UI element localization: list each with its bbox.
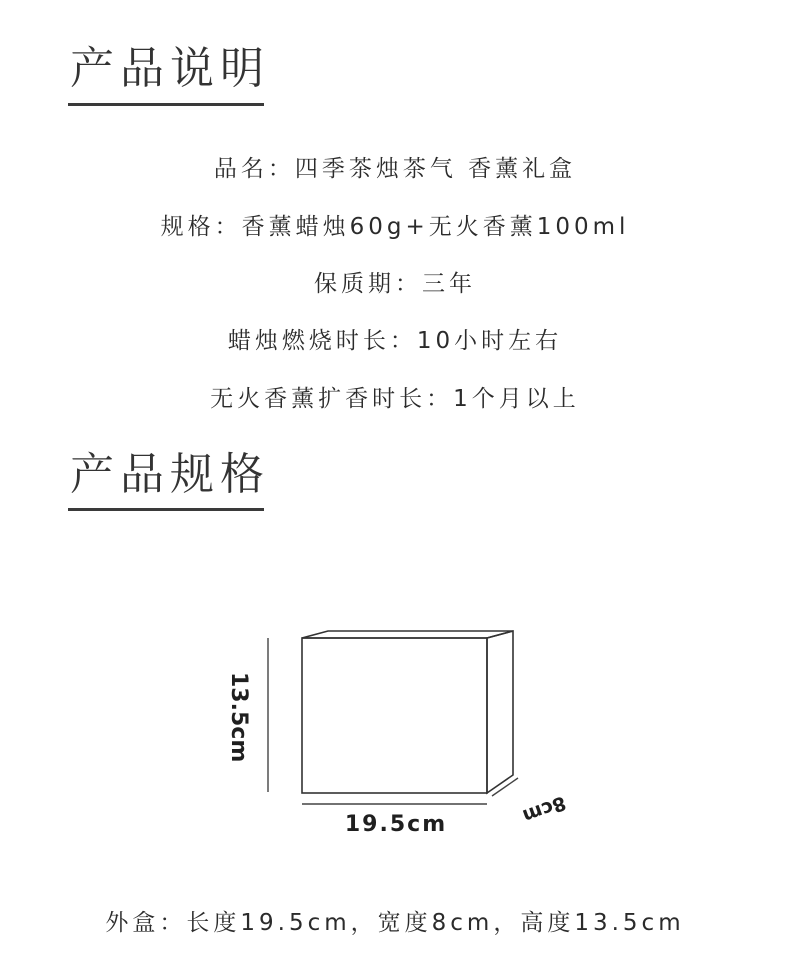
description-line-shelf-life: 保质期：三年 (314, 271, 476, 297)
box-front-face (302, 638, 487, 793)
box-top-face (302, 631, 513, 638)
box-dimension-diagram (0, 600, 790, 850)
box-side-face (487, 631, 513, 793)
description-line-diffuse-time: 无火香薰扩香时长：1个月以上 (210, 386, 580, 412)
description-line-name: 品名：四季茶烛茶气 香薰礼盒 (213, 156, 577, 182)
height-label: 13.5cm (226, 672, 251, 763)
product-spec-title: 产品规格 (70, 449, 270, 500)
description-line-burn-time: 蜡烛燃烧时长：10小时左右 (227, 328, 563, 354)
description-line-spec: 规格：香薰蜡烛60g+无火香薰100ml (160, 214, 630, 240)
outer-box-dimensions-note: 外盒：长度19.5cm，宽度8cm，高度13.5cm (105, 910, 685, 936)
title-underline (68, 103, 264, 106)
length-label: 19.5cm (344, 812, 448, 837)
title-underline (68, 508, 264, 511)
product-description-title: 产品说明 (70, 43, 270, 94)
depth-label: 8cm (519, 791, 569, 828)
